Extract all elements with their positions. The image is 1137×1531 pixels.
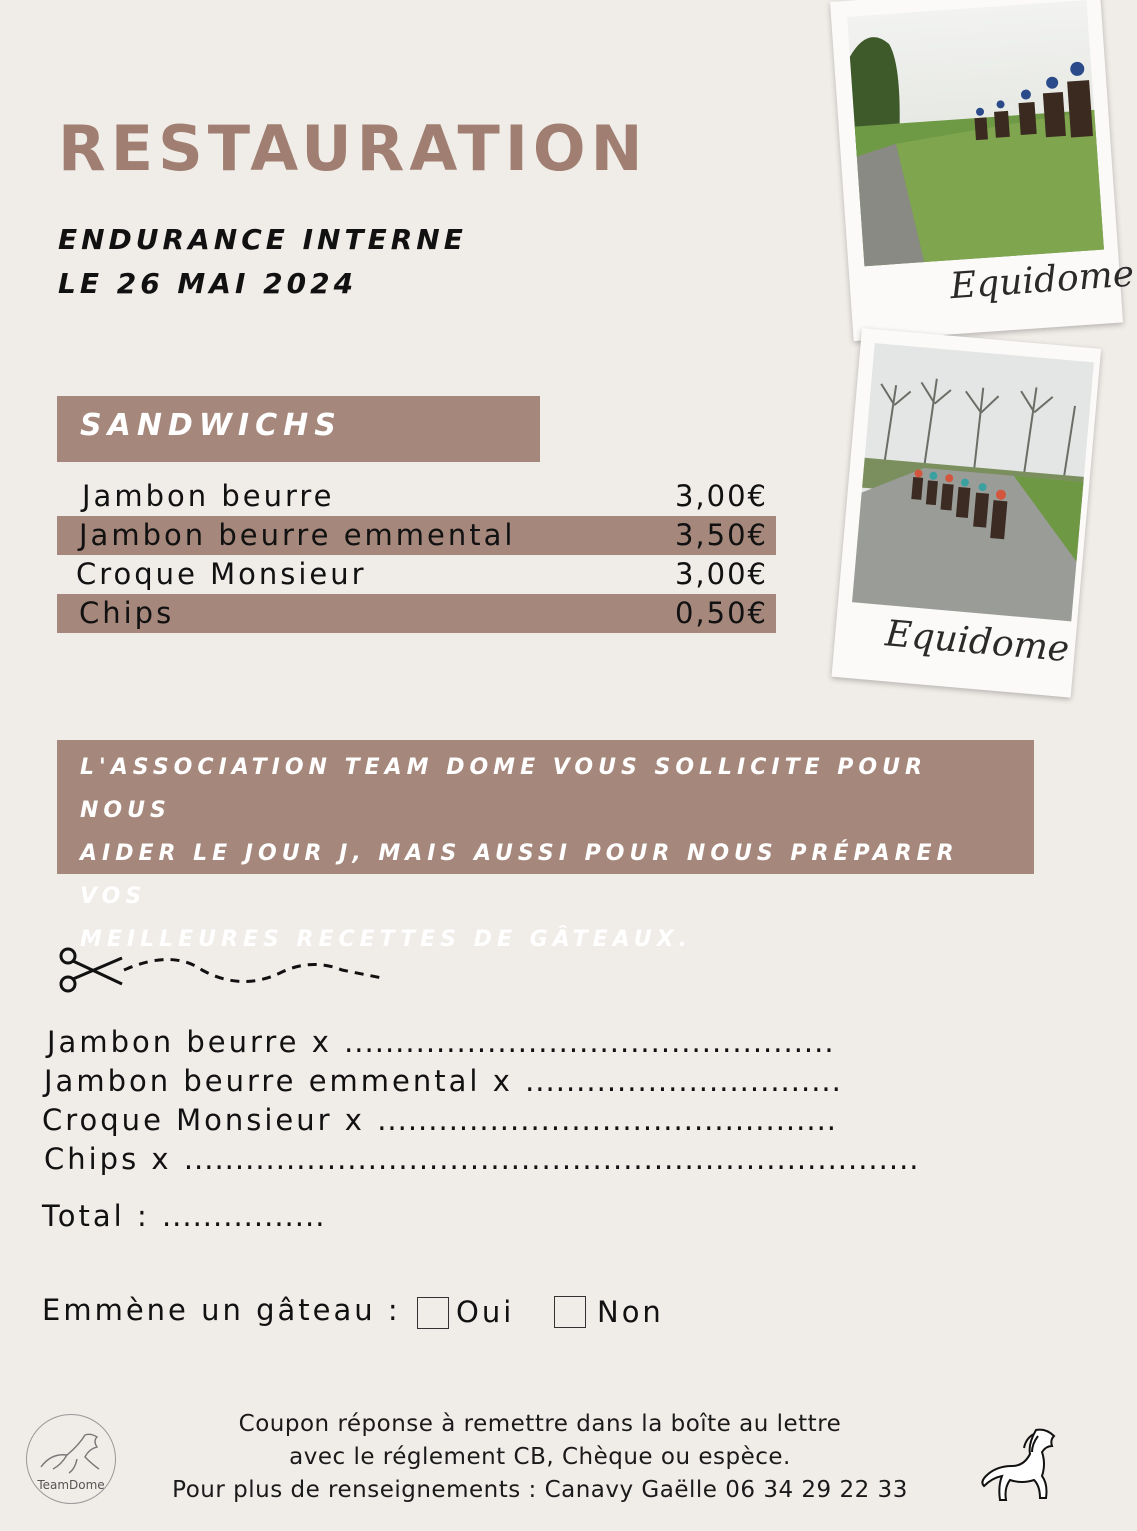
event-name: ENDURANCE INTERNE <box>58 223 467 256</box>
photo-frame-1 <box>830 0 1136 341</box>
menu-item-name: Jambon beurre emmental <box>79 518 516 552</box>
menu-item <box>57 594 776 633</box>
order-line-label: Jambon beurre emmental x <box>44 1064 513 1098</box>
section-title: SANDWICHS <box>80 408 342 443</box>
oui-label: Oui <box>456 1295 515 1329</box>
footer-text <box>140 1408 940 1507</box>
page-title: RESTAURATION <box>58 112 648 185</box>
total-dots: ................ <box>161 1199 326 1233</box>
horse-riders-photo-2 <box>852 343 1094 621</box>
menu-item-price: 3,00€ <box>674 479 768 513</box>
menu-item-price: 3,00€ <box>674 557 768 591</box>
horse-icon <box>976 1424 1062 1510</box>
menu-item <box>57 555 776 594</box>
menu-item <box>57 477 776 516</box>
order-line-dots: ............................................. <box>377 1103 838 1137</box>
photo-frame-2 <box>831 328 1101 698</box>
oui-checkbox[interactable] <box>417 1297 449 1329</box>
order-line-label: Chips x <box>44 1142 172 1176</box>
footer-line-2: avec le réglement CB, Chèque ou espèce. <box>289 1444 791 1470</box>
horse-riders-photo-1 <box>847 0 1104 266</box>
order-line-label: Croque Monsieur x <box>42 1103 365 1137</box>
order-line[interactable] <box>44 1142 920 1176</box>
scissors-icon <box>52 944 392 1004</box>
menu-item <box>57 516 776 555</box>
non-label: Non <box>597 1295 664 1329</box>
menu-item-price: 0,50€ <box>674 596 768 630</box>
event-subtitle <box>58 218 467 306</box>
footer-line-3: Pour plus de renseignements : Canavy Gaëlle 06 34 29 22 33 <box>172 1477 908 1503</box>
menu-item-name: Croque Monsieur <box>76 557 367 591</box>
menu-item-price: 3,50€ <box>674 518 768 552</box>
event-date: LE 26 MAI 2024 <box>58 267 358 300</box>
order-line-dots: ................................................ <box>344 1025 835 1059</box>
order-line[interactable] <box>47 1025 835 1059</box>
order-line[interactable] <box>42 1103 837 1137</box>
total-line[interactable] <box>42 1199 325 1233</box>
horse-logo-icon <box>27 1423 115 1483</box>
cake-question: Emmène un gâteau : <box>42 1293 401 1327</box>
notice-text: L'ASSOCIATION TEAM DOME VOUS SOLLICITE POUR NOUS AIDER LE JOUR J, MAIS AUSSI POUR NOUS PRÉPARER VOS MEILLEURES RECETTES DE GÂTEAUX. <box>80 755 959 952</box>
footer-line-1: Coupon réponse à remettre dans la boîte au lettre <box>238 1411 842 1437</box>
logo-text: TeamDome <box>37 1478 105 1492</box>
menu-item-name: Jambon beurre <box>82 479 335 513</box>
order-line-dots: ........................................................................ <box>183 1142 920 1176</box>
total-label: Total : <box>42 1199 150 1233</box>
order-line[interactable] <box>44 1064 842 1098</box>
order-line-dots: ............................... <box>525 1064 842 1098</box>
order-line-label: Jambon beurre x <box>47 1025 332 1059</box>
photo-caption-1: Equidome <box>948 253 1136 308</box>
menu-item-name: Chips <box>79 596 175 630</box>
non-checkbox[interactable] <box>554 1296 586 1328</box>
photo-caption-2: Equidome <box>883 613 1071 671</box>
